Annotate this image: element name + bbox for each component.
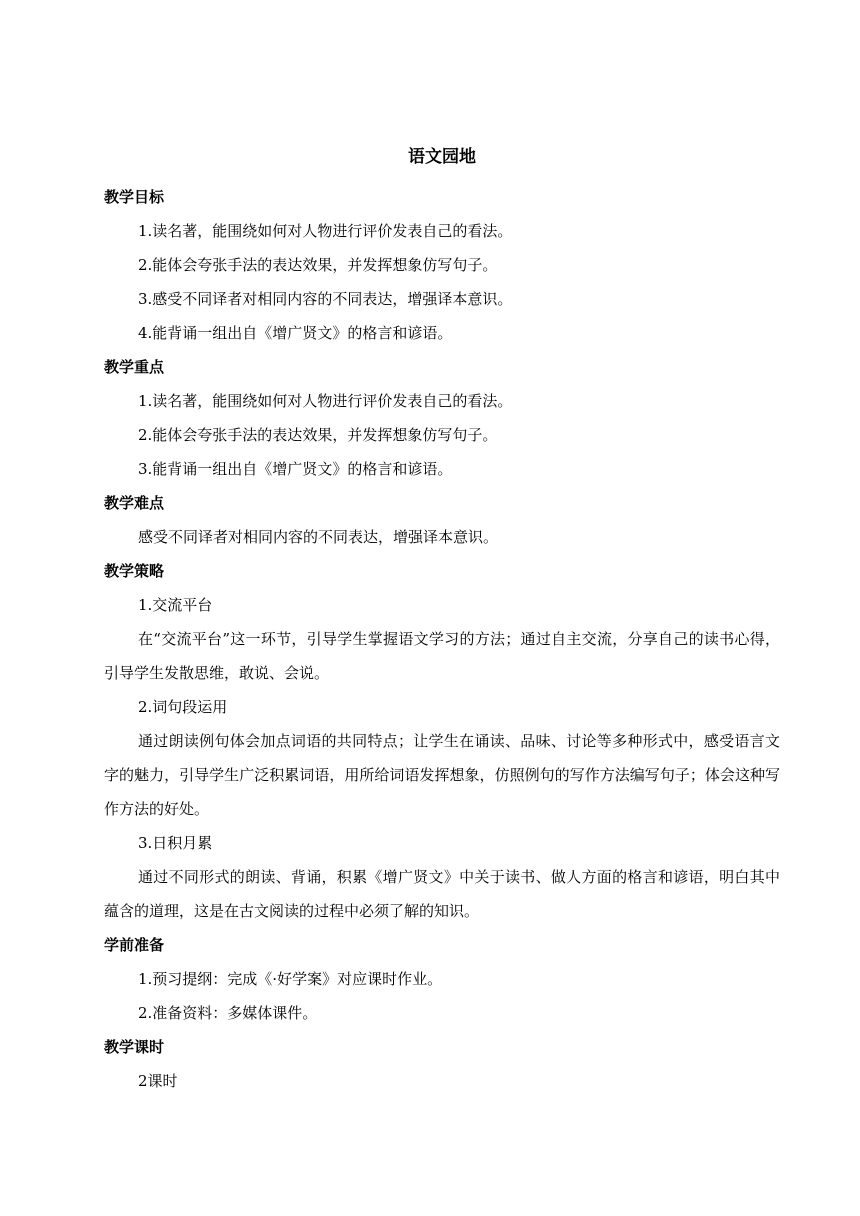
paragraph: 通过朗读例句体会加点词语的共同特点；让学生在诵读、品味、讨论等多种形式中，感受语言文字的魅力，引导学生广泛积累词语，用所给词语发挥想象，仿照例句的写作方法编写句子；体会这种写作方法的好处。 bbox=[104, 732, 780, 818]
section-strategies bbox=[104, 554, 780, 928]
section-heading: 学前准备 bbox=[104, 936, 165, 954]
section-periods bbox=[104, 1030, 780, 1098]
section-heading: 教学策略 bbox=[104, 562, 165, 580]
list-item: 3.能背诵一组出自《增广贤文》的格言和谚语。 bbox=[138, 460, 453, 478]
list-item: 2.能体会夸张手法的表达效果，并发挥想象仿写句子。 bbox=[138, 256, 498, 274]
paragraph: 在“交流平台”这一环节，引导学生掌握语文学习的方法；通过自主交流，分享自己的读书心得，引导学生发散思维，敢说、会说。 bbox=[104, 630, 780, 682]
list-item: 3.感受不同译者对相同内容的不同表达，增强译本意识。 bbox=[138, 290, 513, 308]
list-item: 2.能体会夸张手法的表达效果，并发挥想象仿写句子。 bbox=[138, 426, 498, 444]
section-difficulties bbox=[104, 486, 780, 554]
list-item: 感受不同译者对相同内容的不同表达，增强译本意识。 bbox=[138, 528, 499, 546]
list-item: 4.能背诵一组出自《增广贤文》的格言和谚语。 bbox=[138, 324, 453, 342]
list-item: 1.读名著，能围绕如何对人物进行评价发表自己的看法。 bbox=[138, 392, 513, 410]
section-preparation bbox=[104, 928, 780, 1030]
document-title: 语文园地 bbox=[408, 147, 476, 167]
list-item: 2.准备资料：多媒体课件。 bbox=[138, 1004, 318, 1022]
section-heading: 教学课时 bbox=[104, 1038, 165, 1056]
section-heading: 教学重点 bbox=[104, 358, 165, 376]
subheading: 3.日积月累 bbox=[138, 834, 213, 852]
list-item: 1.读名著，能围绕如何对人物进行评价发表自己的看法。 bbox=[138, 222, 513, 240]
subheading: 2.词句段运用 bbox=[138, 698, 228, 716]
list-item: 1.预习提纲：完成《·好学案》对应课时作业。 bbox=[138, 970, 443, 988]
document-page bbox=[104, 140, 780, 1098]
list-item: 2课时 bbox=[138, 1072, 178, 1090]
subheading: 1.交流平台 bbox=[138, 596, 213, 614]
section-heading: 教学目标 bbox=[104, 188, 165, 206]
section-key-points bbox=[104, 350, 780, 486]
section-heading: 教学难点 bbox=[104, 494, 165, 512]
section-teaching-goals bbox=[104, 180, 780, 350]
paragraph: 通过不同形式的朗读、背诵，积累《增广贤文》中关于读书、做人方面的格言和谚语，明白其中蕴含的道理，这是在古文阅读的过程中必须了解的知识。 bbox=[104, 868, 780, 920]
